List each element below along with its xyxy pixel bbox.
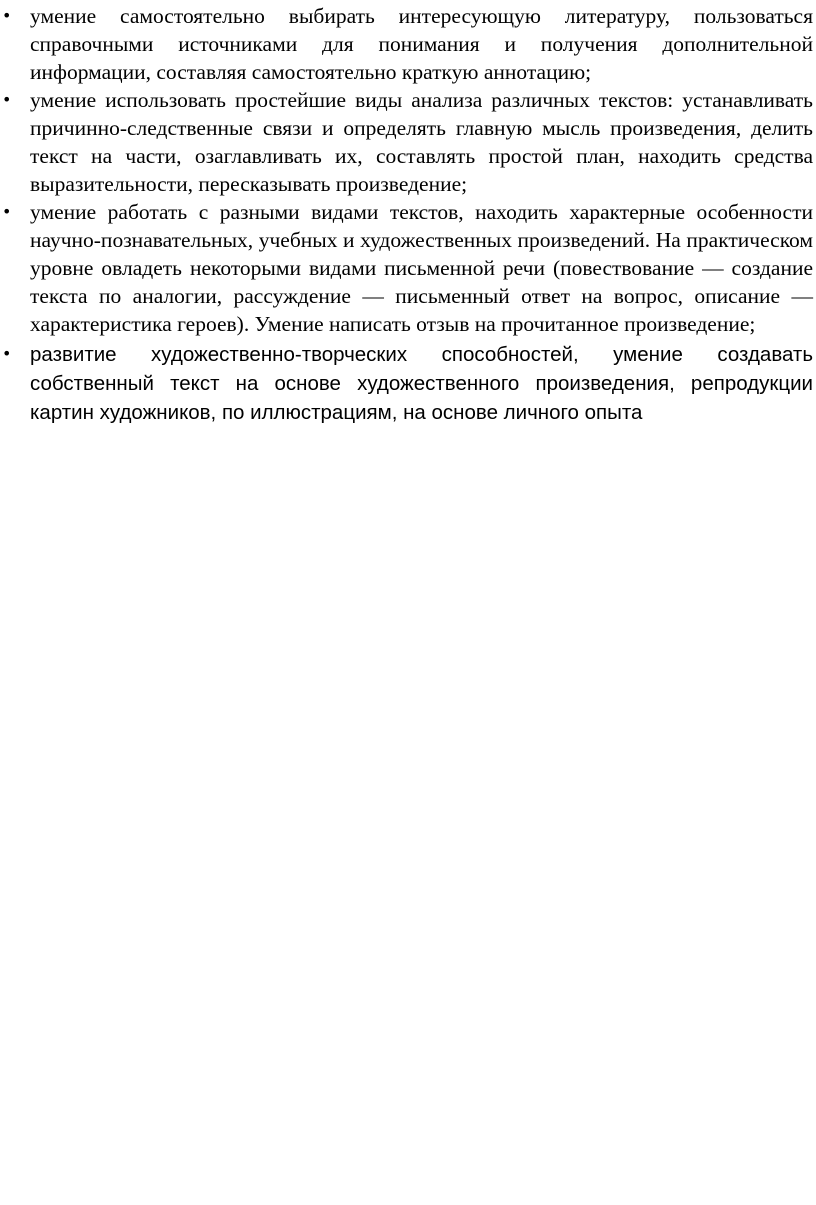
list-item-text: умение самостоятельно выбирать интересующую литературу, пользоваться справочными источниками для понимания и получения дополнительной информации, составляя самостоятельно краткую аннотацию; (30, 4, 813, 84)
list-item (0, 86, 816, 198)
bullet-icon: • (2, 6, 12, 25)
list-item-text: умение использовать простейшие виды анализа различных текстов: устанавливать причинно-следственные связи и определять главную мысль произведения, делить текст на части, озаглавливать их, составлять простой план, находить средства выразительности, пересказывать произведение; (30, 88, 813, 196)
list-item (0, 198, 816, 338)
bullet-icon: • (2, 90, 12, 109)
bullet-list (0, 2, 816, 427)
list-item-text: умение работать с разными видами текстов, находить характерные особенности научно-познавательных, учебных и художественных произведений. На практическом уровне овладеть некоторыми видами письменной речи (повествование — создание текста по аналогии, рассуждение — письменный ответ на вопрос, описание — характеристика героев). Умение написать отзыв на прочитанное произведение; (30, 200, 813, 336)
list-item (0, 2, 816, 86)
bullet-icon: • (2, 344, 12, 363)
list-item-text: развитие художественно-творческих способностей, умение создавать собственный текст на основе художественного произведения, репродукции картин художников, по иллюстрациям, на основе личного опыта (30, 343, 813, 424)
bullet-icon: • (2, 202, 12, 221)
list-item (0, 340, 816, 427)
